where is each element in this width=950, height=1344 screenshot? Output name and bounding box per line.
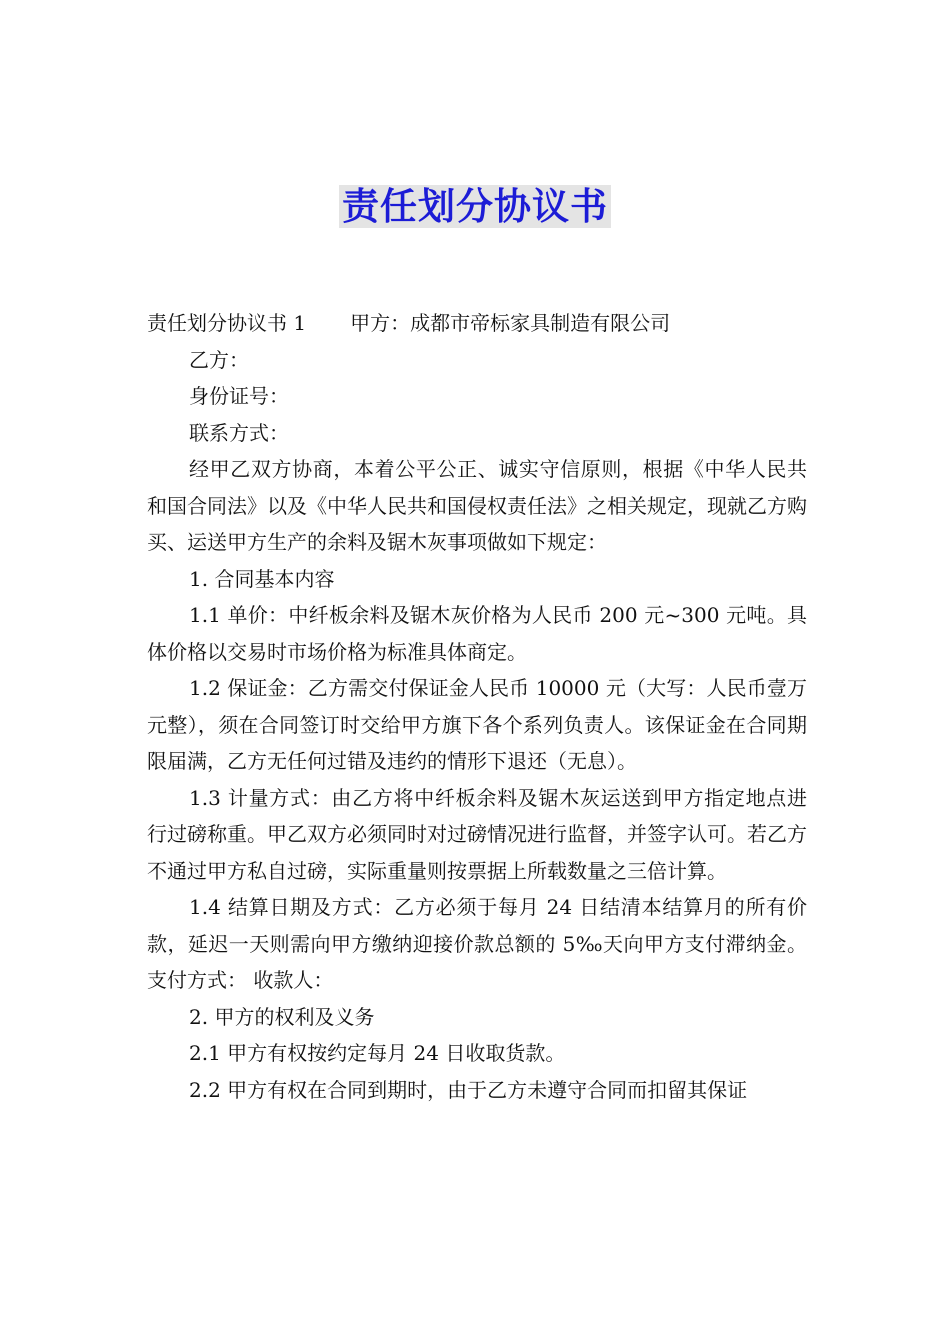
section-heading-2: 2. 甲方的权利及义务	[189, 1004, 375, 1029]
document-body	[147, 305, 807, 1108]
party-a: 甲方：成都市帝标家具制造有限公司	[350, 311, 671, 335]
party-b: 乙方：	[189, 347, 249, 372]
clause-1-3: 1.3 计量方式：由乙方将中纤板余料及锯木灰运送到甲方指定地点进行过磅称重。甲乙双方必须同时对过磅情况进行监督，并签字认可。若乙方不通过甲方私自过磅，实际重量则按票据上所载数量之三倍计算。	[147, 785, 807, 883]
preamble-paragraph: 经甲乙双方协商，本着公平公正、诚实守信原则，根据《中华人民共和国合同法》以及《中华人民共和国侵权责任法》之相关规定，现就乙方购买、运送甲方生产的余料及锯木灰事项做如下规定：	[147, 457, 807, 554]
id-number: 身份证号：	[189, 384, 289, 408]
clause-1-2: 1.2 保证金：乙方需交付保证金人民币 10000 元（大写：人民币壹万元整），须在合同签订时交给甲方旗下各个系列负责人。该保证金在合同期限届满，乙方无任何过错及违约的情形下退还（无息）。	[147, 676, 807, 773]
document-title: 责任划分协议书	[339, 185, 611, 228]
contact: 联系方式：	[189, 420, 289, 445]
doc-ref: 责任划分协议书 1	[147, 311, 307, 335]
clause-2-1: 2.1 甲方有权按约定每月 24 日收取货款。	[189, 1041, 566, 1065]
first-line	[147, 305, 807, 342]
clause-1-4: 1.4 结算日期及方式：乙方必须于每月 24 日结清本结算月的所有价款，延迟一天则需向甲方缴纳迎接价款总额的 5‰天向甲方支付滞纳金。支付方式： 收款人：	[147, 895, 807, 992]
section-heading-1: 1. 合同基本内容	[189, 566, 335, 591]
clause-2-2: 2.2 甲方有权在合同到期时，由于乙方未遵守合同而扣留其保证	[189, 1077, 748, 1102]
document-title-block	[0, 176, 950, 230]
clause-1-1: 1.1 单价：中纤板余料及锯木灰价格为人民币 200 元~300 元吨。具体价格以交易时市场价格为标准具体商定。	[147, 603, 807, 664]
